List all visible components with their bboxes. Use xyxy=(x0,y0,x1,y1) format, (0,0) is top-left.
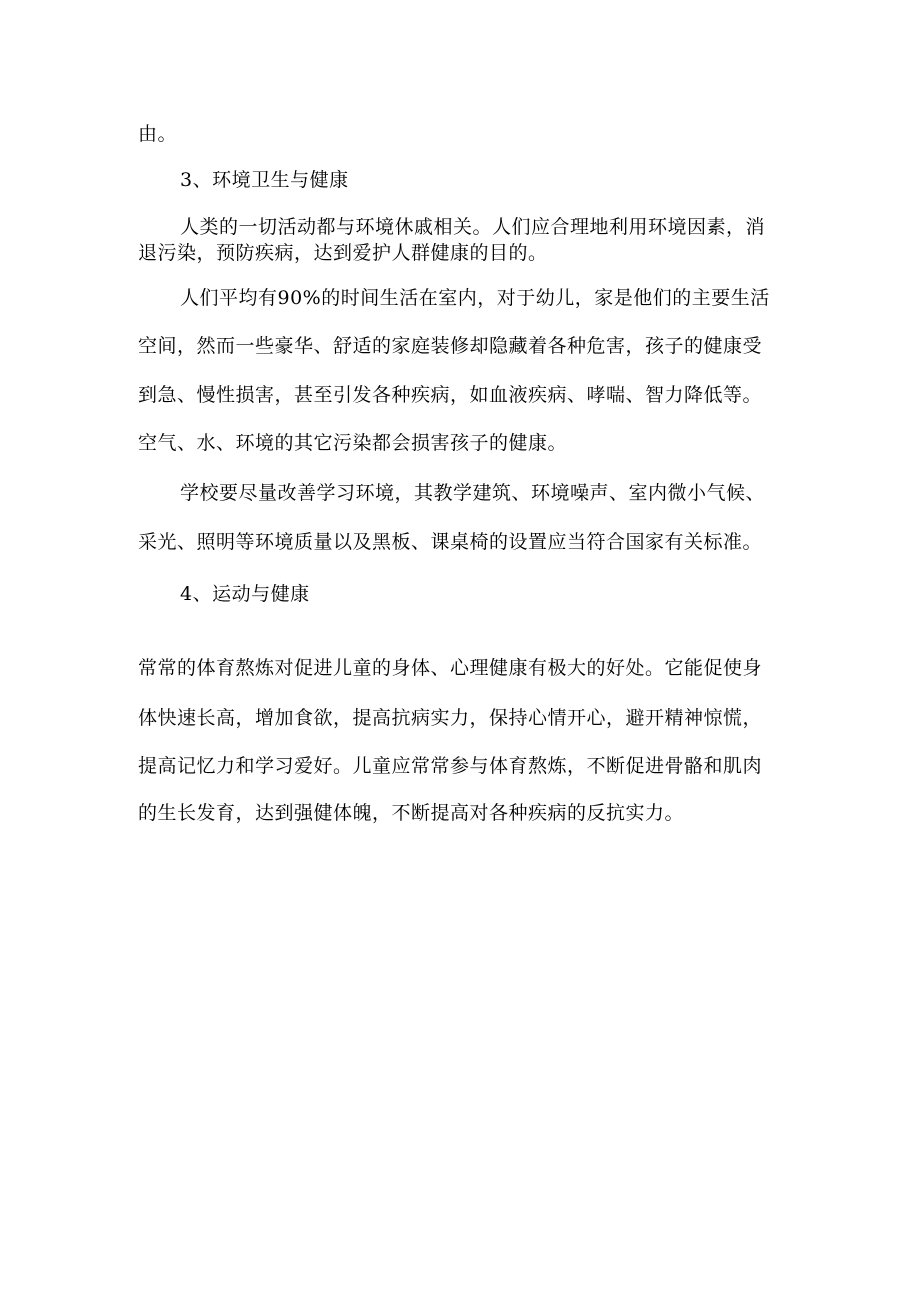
paragraph-line: 空气、水、环境的其它污染都会损害孩子的健康。 xyxy=(138,432,568,454)
paragraph-line: 学校要尽量改善学习环境，其教学建筑、环境噪声、室内微小气候、 xyxy=(180,482,766,504)
paragraph-line: 由。 xyxy=(138,123,178,145)
section-heading: 3、环境卫生与健康 xyxy=(180,169,349,191)
paragraph-line: 人类的一切活动都与环境休戚相关。人们应合理地利用环境因素，消 xyxy=(180,216,766,238)
paragraph-line: 提高记忆力和学习爱好。儿童应常常参与体育熬炼，不断促进骨骼和肌肉 xyxy=(138,755,763,777)
paragraph-line: 常常的体育熬炼对促进儿童的身体、心理健康有极大的好处。它能促使身 xyxy=(138,657,763,679)
paragraph-line: 到急、慢性损害，甚至引发各种疾病，如血液疾病、哮喘、智力降低等。 xyxy=(138,384,763,406)
paragraph-line: 体快速长高，增加食欲，提高抗病实力，保持心情开心，避开精神惊慌， xyxy=(138,707,763,729)
paragraph-line: 人们平均有90%的时间生活在室内，对于幼儿，家是他们的主要生活 xyxy=(180,287,770,309)
paragraph-line: 退污染，预防疾病，达到爱护人群健康的目的。 xyxy=(138,242,548,264)
paragraph-line: 采光、照明等环境质量以及黑板、课桌椅的设置应当符合国家有关标准。 xyxy=(138,531,763,553)
paragraph-line: 空间，然而一些豪华、舒适的家庭装修却隐藏着各种危害，孩子的健康受 xyxy=(138,335,763,357)
section-heading: 4、运动与健康 xyxy=(180,583,310,605)
paragraph-line: 的生长发育，达到强健体魄，不断提高对各种疾病的反抗实力。 xyxy=(138,802,685,824)
